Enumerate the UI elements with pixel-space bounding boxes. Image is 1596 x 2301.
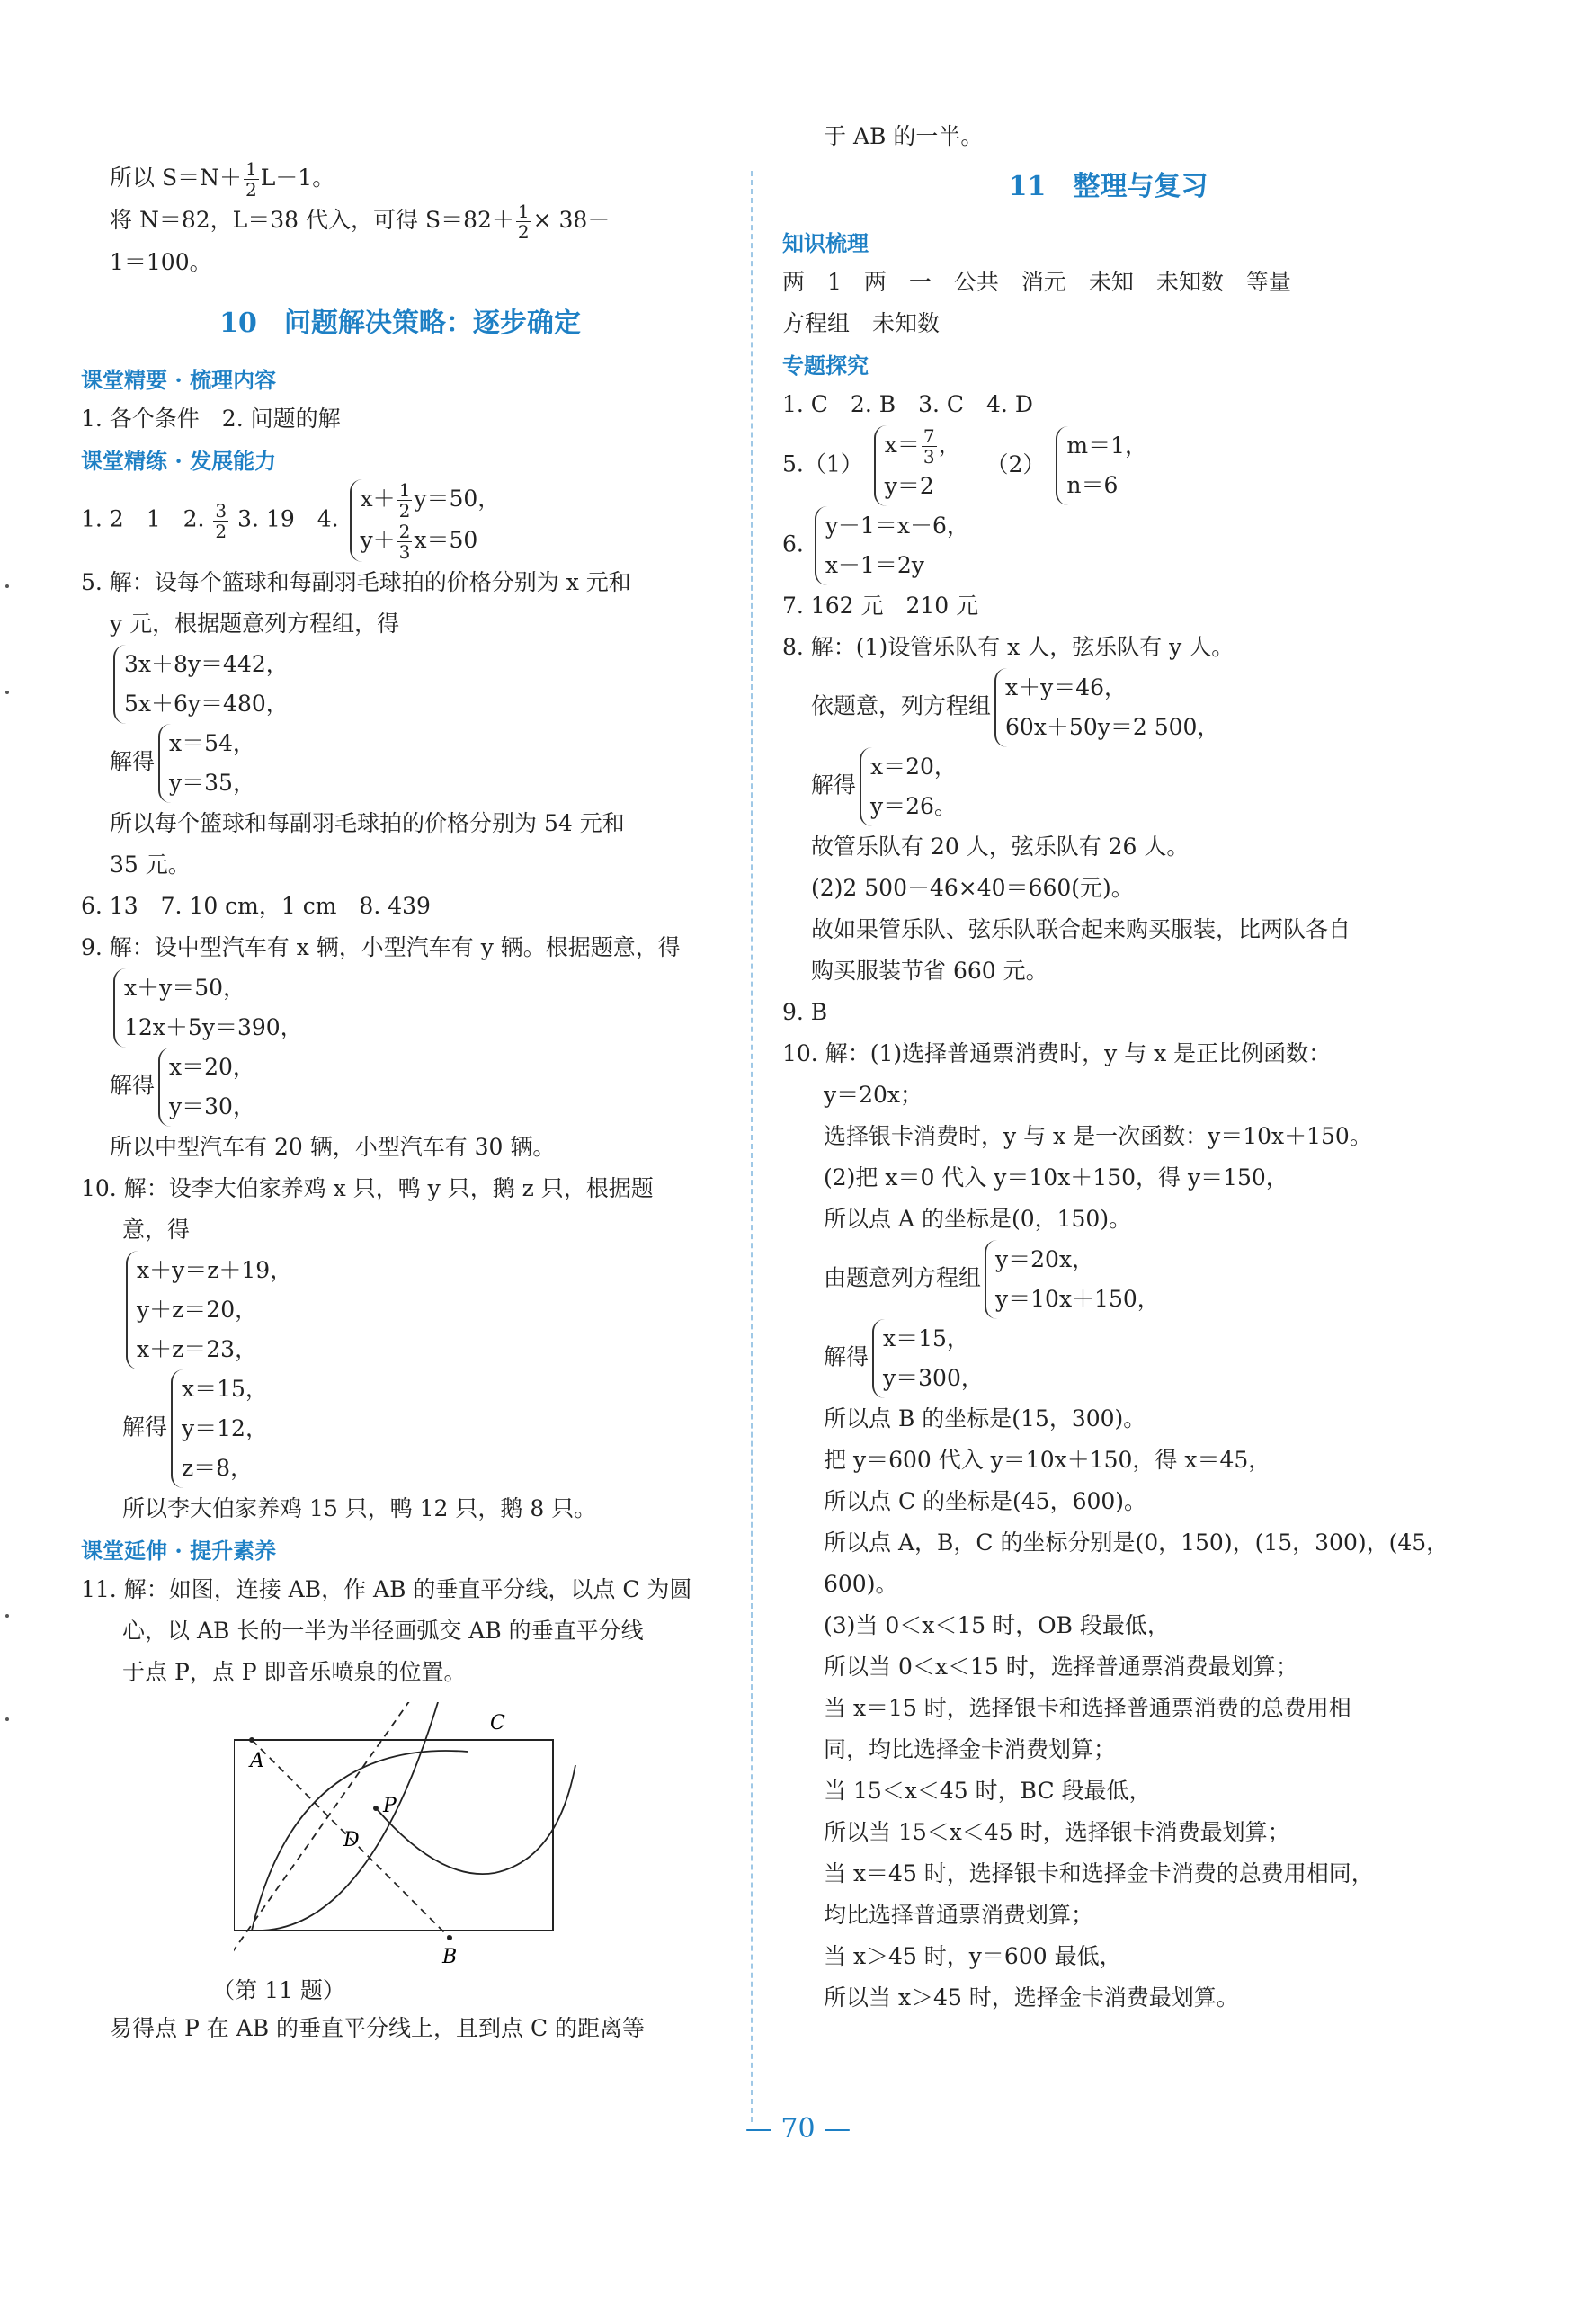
answer-line: 所以当 0＜x＜15 时，选择普通票消费最划算；	[824, 1654, 1298, 1680]
arc-upper	[252, 1751, 468, 1931]
answer-line: (3)当 0＜x＜15 时，OB 段最低，	[824, 1612, 1170, 1638]
arc-lower	[252, 1702, 441, 1931]
solution-block: 解得 x＝54， y＝35，	[81, 724, 719, 803]
answer-line: 故如果管乐队、弦乐队联合起来购买服装，比两队各自	[811, 916, 1351, 942]
column-divider	[751, 171, 753, 2122]
answer-line: 所以点 A，B，C 的坐标分别是(0，150)，(15，300)，(45，	[824, 1530, 1449, 1556]
chapter-title-11: 11 整理与复习	[1008, 171, 1208, 202]
solution-block: 解得 x＝20， y＝30，	[81, 1048, 719, 1127]
equation-system: y－1＝x－6， x－1＝2y	[815, 506, 969, 585]
answer-line-1-4: 1. 2 1 2. $\frac{3}{2}$ 3. 19 4. x＋ $\frac{1}{2}$ y＝50， y＋ $\frac{2}{3}$ x＝50	[81, 479, 501, 563]
page-number: — 70 —	[745, 2113, 851, 2145]
point-a	[249, 1737, 254, 1743]
result-line: 1＝100。	[110, 249, 212, 275]
equation-system: 3x＋8y＝442， 5x＋6y＝480，	[81, 645, 719, 724]
answer-line: 600)。	[824, 1571, 898, 1597]
figure-svg	[234, 1702, 737, 1972]
answer-line: 9. B	[782, 999, 828, 1025]
arc-center-c	[378, 1765, 575, 1874]
question-10-cont: 意，得	[122, 1217, 191, 1243]
answer-line: 所以当 15＜x＜45 时，选择银卡消费最划算；	[824, 1819, 1290, 1845]
answer-line: 所以当 x＞45 时，选择金卡消费最划算。	[824, 1984, 1239, 2011]
equation-system: x＝ $\frac{7}{3}$ ， y＝2	[874, 425, 961, 506]
answer-line: 均比选择普通票消费划算；	[824, 1902, 1094, 1928]
question-9: 9. 解：设中型汽车有 x 辆，小型汽车有 y 辆。根据题意，得	[81, 934, 681, 960]
left-column	[81, 157, 719, 2049]
equation-system: m＝1， n＝6	[1056, 426, 1147, 505]
formula-line: 所以 S＝N＋ $\frac{1}{2}$ L－1。	[110, 158, 335, 201]
label-c: C	[490, 1712, 505, 1735]
right-column	[782, 123, 1449, 2019]
label-d: D	[343, 1829, 360, 1851]
equation-block: 由题意列方程组 y＝20x， y＝10x＋150，	[782, 1240, 1434, 1319]
section-heading: 知识梳理	[782, 230, 869, 256]
answer-line: 所以每个篮球和每副羽毛球拍的价格分别为 54 元和	[110, 810, 625, 836]
answer-line-5: 5.（1） x＝ $\frac{7}{3}$ ， y＝2 （2） m＝1， n＝6	[782, 425, 1434, 506]
answer-line: 所以李大伯家养鸡 15 只，鸭 12 只，鹅 8 只。	[122, 1495, 597, 1521]
answer-line: 于 AB 的一半。	[824, 123, 984, 149]
fraction: $\frac{1}{2}$	[517, 201, 530, 243]
answer-line-6: 6. y－1＝x－6， x－1＝2y	[782, 506, 1434, 585]
answer-line: 7. 162 元 210 元	[782, 593, 979, 619]
solution-block: 解得 x＝20， y＝26。	[782, 747, 1434, 826]
answer-line: 所以点 A 的坐标是(0，150)。	[824, 1206, 1132, 1232]
answer-line: 1. 各个条件 2. 问题的解	[81, 406, 341, 432]
answer-line: y＝20x；	[824, 1082, 923, 1108]
park-rectangle	[234, 1740, 553, 1931]
question-11: 11. 解：如图，连接 AB，作 AB 的垂直平分线，以点 C 为圆	[81, 1576, 692, 1602]
fraction: $\frac{3}{2}$	[215, 499, 227, 542]
answer-line: 所以中型汽车有 20 辆，小型汽车有 30 辆。	[110, 1134, 556, 1160]
scan-mark	[5, 1614, 9, 1618]
answer-line: 方程组 未知数	[782, 310, 941, 336]
answer-line: 同，均比选择金卡消费划算；	[824, 1736, 1117, 1762]
answer-line: (2)2 500－46×40＝660(元)。	[811, 875, 1134, 901]
answer-line: 购买服装节省 660 元。	[811, 958, 1048, 984]
answer-line: 当 x＞45 时，y＝600 最低，	[824, 1943, 1122, 1969]
question-8: 8. 解：(1)设管乐队有 x 人，弦乐队有 y 人。	[782, 634, 1235, 660]
equation-system: x＋y＝50， 12x＋5y＝390，	[81, 968, 719, 1048]
answer-line: 6. 13 7. 10 cm，1 cm 8. 439	[81, 893, 431, 919]
section-heading: 课堂精要 · 梳理内容	[81, 367, 277, 393]
answer-line: 当 x＝45 时，选择银卡和选择金卡消费的总费用相同，	[824, 1860, 1374, 1886]
point-p	[373, 1806, 379, 1811]
answer-line: 故管乐队有 20 人，弦乐队有 26 人。	[811, 834, 1190, 860]
answer-line: 当 15＜x＜45 时，BC 段最低，	[824, 1778, 1152, 1804]
answer-line: 两 1 两 一 公共 消元 未知 未知数 等量	[782, 269, 1291, 295]
answer-line: 所以点 B 的坐标是(15，300)。	[824, 1405, 1146, 1431]
question-5: 5. 解：设每个篮球和每副羽毛球拍的价格分别为 x 元和	[81, 569, 631, 595]
answer-line: 所以点 C 的坐标是(45，600)。	[824, 1488, 1147, 1514]
section-heading: 课堂精练 · 发展能力	[81, 448, 277, 474]
answer-line: (2)把 x＝0 代入 y＝10x＋150，得 y＝150，	[824, 1164, 1288, 1191]
figure-caption: （第 11 题）	[212, 1977, 345, 2003]
equation-block: 依题意，列方程组 x＋y＝46， 60x＋50y＝2 500，	[782, 668, 1434, 747]
question-11-cont: 于点 P，点 P 即音乐喷泉的位置。	[122, 1659, 467, 1685]
section-heading: 课堂延伸 · 提升素养	[81, 1538, 277, 1564]
scan-mark	[5, 584, 9, 588]
answer-line: 易得点 P 在 AB 的垂直平分线上，且到点 C 的距离等	[110, 2015, 646, 2041]
solution-block: 解得 x＝15， y＝300，	[782, 1319, 1434, 1398]
scan-mark	[5, 691, 9, 694]
chapter-title-10: 10 问题解决策略：逐步确定	[219, 308, 581, 339]
answer-line: 把 y＝600 代入 y＝10x＋150，得 x＝45，	[824, 1447, 1271, 1473]
label-b: B	[442, 1946, 458, 1968]
fraction: $\frac{1}{2}$	[245, 158, 257, 201]
substitution-line: 将 N＝82，L＝38 代入，可得 S＝82＋ $\frac{1}{2}$ × 38－	[110, 201, 611, 243]
scan-mark	[5, 1717, 9, 1721]
point-b	[447, 1935, 452, 1940]
geometry-figure	[212, 1702, 737, 2008]
answer-line: 当 x＝15 时，选择银卡和选择普通票消费的总费用相	[824, 1695, 1351, 1721]
question-10: 10. 解：(1)选择普通票消费时，y 与 x 是正比例函数：	[782, 1040, 1332, 1066]
question-5-cont: y 元，根据题意列方程组，得	[110, 611, 400, 637]
answer-line: 选择银卡消费时，y 与 x 是一次函数：y＝10x＋150。	[824, 1123, 1372, 1149]
label-a: A	[250, 1750, 264, 1772]
section-heading: 专题探究	[782, 352, 869, 379]
question-11-cont: 心，以 AB 长的一半为半径画弧交 AB 的垂直平分线	[122, 1618, 644, 1644]
equation-system: x＋y＝z＋19， y＋z＝20， x＋z＝23，	[81, 1251, 719, 1369]
perpendicular-bisector	[234, 1702, 418, 1963]
answer-line: 35 元。	[110, 852, 191, 878]
solution-block: 解得 x＝15， y＝12， z＝8，	[81, 1369, 719, 1488]
answer-line: 1. C 2. B 3. C 4. D	[782, 391, 1033, 417]
label-p: P	[383, 1795, 397, 1817]
question-10: 10. 解：设李大伯家养鸡 x 只，鸭 y 只，鹅 z 只，根据题	[81, 1175, 654, 1201]
equation-system: x＋ $\frac{1}{2}$ y＝50， y＋ $\frac{2}{3}$ x＝50	[350, 479, 501, 562]
